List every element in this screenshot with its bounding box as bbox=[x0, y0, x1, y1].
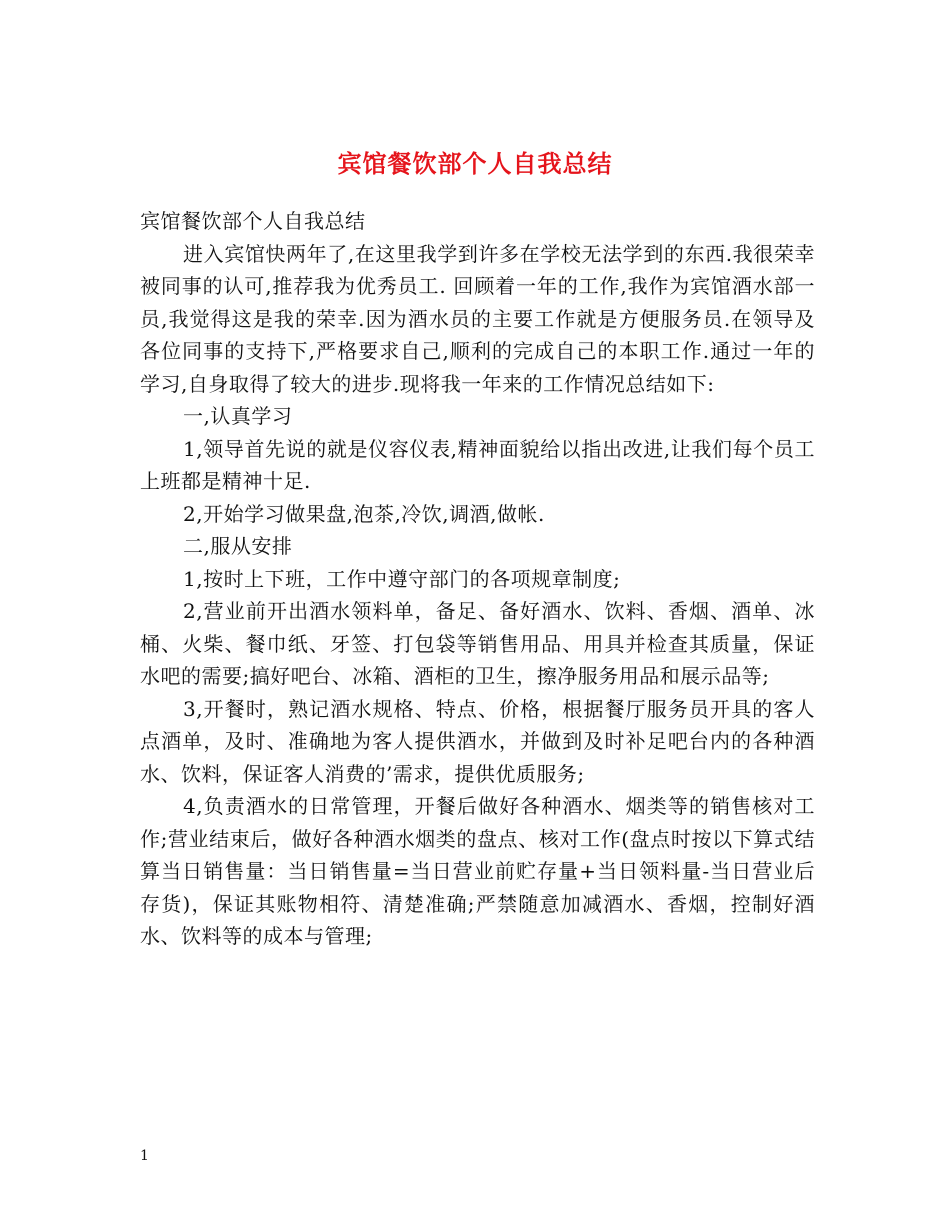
obey-item-3: 3,开餐时，熟记酒水规格、特点、价格，根据餐厅服务员开具的客人点酒单，及时、准确地为客人提供酒水，并做到及时补足吧台内的各种酒水、饮料，保证客人消费的’需求，提供优质服务; bbox=[140, 696, 815, 786]
section-heading-study: 一,认真学习 bbox=[183, 404, 293, 428]
obey-item-1: 1,按时上下班，工作中遵守部门的各项规章制度; bbox=[183, 566, 621, 591]
obey-item-4: 4,负责酒水的日常管理，开餐后做好各种酒水、烟类等的销售核对工作;营业结束后，做好各种酒水烟类的盘点、核对工作(盘点时按以下算式结算当日销售量：当日销售量=当日营业前贮存量+当日领料量-当日营业后存货)，保证其账物相符、清楚准确;严禁随意加减酒水、香烟，控制好酒水、饮料等的成本与管理; bbox=[140, 794, 815, 948]
page-title: 宾馆餐饮部个人自我总结 bbox=[337, 149, 613, 179]
document-subtitle: 宾馆餐饮部个人自我总结 bbox=[140, 209, 366, 233]
obey-item-2: 2,营业前开出酒水领料单，备足、备好酒水、饮料、香烟、酒单、冰桶、火柴、餐巾纸、牙签、打包袋等销售用品、用具并检查其质量，保证水吧的需要;搞好吧台、冰箱、酒柜的卫生，擦净服务用品和展示品等; bbox=[140, 599, 815, 688]
intro-paragraph: 进入宾馆快两年了,在这里我学到许多在学校无法学到的东西.我很荣幸被同事的认可,推荐我为优秀员工. 回顾着一年的工作,我作为宾馆酒水部一员,我觉得这是我的荣幸.因为酒水员的主要工作就是方便服务员.在领导及各位同事的支持下,严格要求自己,顺利的完成自己的本职工作.通过一年的学习,自身取得了较大的进步.现将我一年来的工作情况总结如下: bbox=[140, 241, 815, 396]
page-number: 1 bbox=[140, 1148, 149, 1164]
study-item-2: 2,开始学习做果盘,泡茶,冷饮,调酒,做帐. bbox=[183, 501, 545, 526]
study-item-1: 1,领导首先说的就是仪容仪表,精神面貌给以指出改进,让我们每个员工上班都是精神十足. bbox=[140, 436, 815, 493]
section-heading-obey: 二,服从安排 bbox=[183, 534, 293, 558]
document-body bbox=[140, 205, 815, 953]
